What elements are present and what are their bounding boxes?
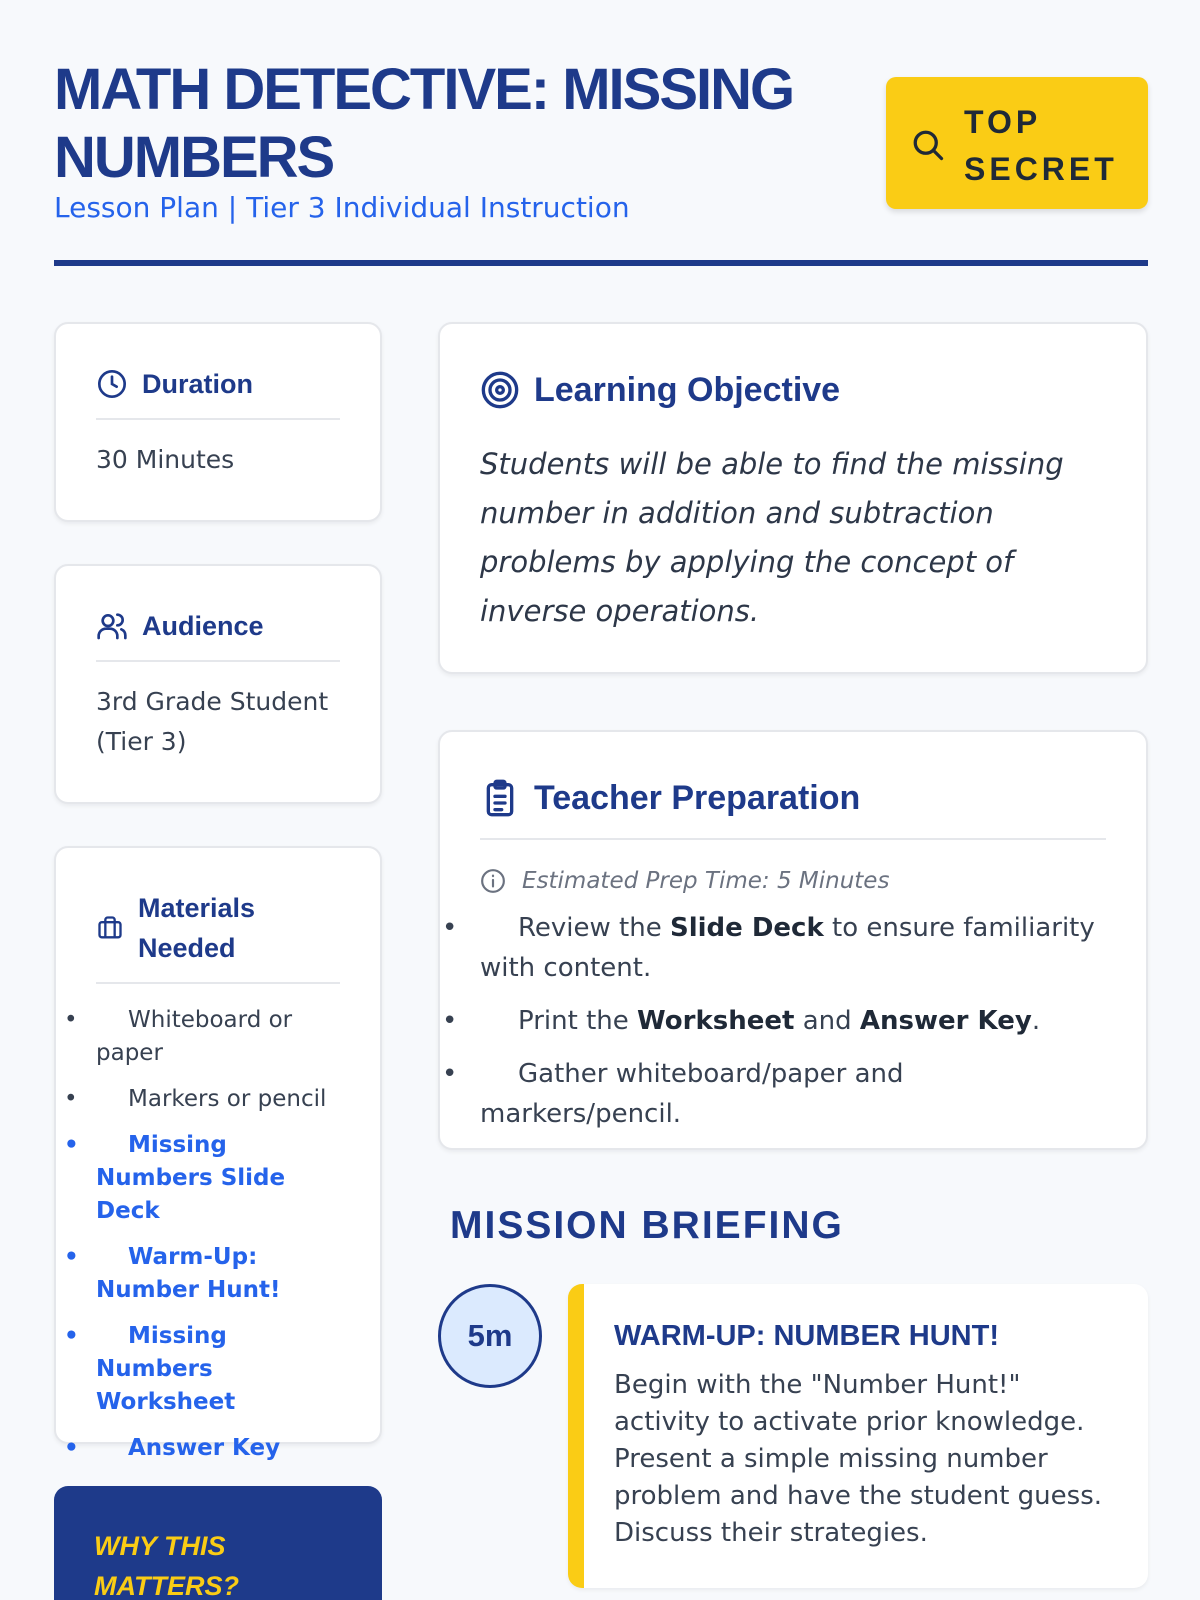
audience-card [54, 564, 382, 804]
prep-item: • Gather whiteboard/paper and markers/pencil. [480, 1054, 1106, 1134]
duration-heading: Duration [142, 369, 253, 399]
top-secret-badge [886, 77, 1148, 209]
step-title: WARM-UP: NUMBER HUNT! [614, 1320, 1000, 1352]
prep-header [480, 732, 1106, 820]
step-description: Begin with the "Number Hunt!" activity to activate prior knowledge. Present a simple missing number problem and have the student guess. Discuss their strategies. [614, 1370, 1103, 1548]
duration-value: 30 Minutes [96, 445, 235, 474]
briefcase-icon [96, 914, 124, 942]
page-subtitle: Lesson Plan | Tier 3 Individual Instruction [54, 191, 630, 224]
users-icon [96, 610, 128, 642]
mission-step-card [568, 1284, 1148, 1588]
teacher-prep-card [438, 730, 1148, 1150]
prep-heading: Teacher Preparation [534, 779, 861, 817]
prep-divider [480, 838, 1106, 840]
search-icon [910, 127, 946, 163]
prep-list [480, 908, 1106, 1134]
material-link-worksheet[interactable]: • Missing Numbers Worksheet [96, 1320, 340, 1419]
objective-card [438, 322, 1148, 674]
clipboard-icon [480, 778, 520, 818]
material-link-warm-up[interactable]: • Warm-Up: Number Hunt! [96, 1241, 340, 1307]
materials-header [96, 848, 340, 984]
objective-text: Students will be able to find the missing number in addition and subtraction problems by applying the concept of inverse operations. [480, 447, 1064, 628]
duration-card [54, 322, 382, 522]
material-link-answer-key[interactable]: • Answer Key [96, 1432, 340, 1465]
materials-heading: Materials Needed [138, 893, 256, 963]
prep-time [480, 868, 1106, 894]
objective-header [480, 324, 1106, 412]
audience-heading: Audience [142, 611, 264, 641]
prep-time-text: Estimated Prep Time: 5 Minutes [522, 868, 890, 894]
duration-header [96, 324, 340, 420]
material-item: • Markers or pencil [96, 1083, 340, 1116]
top-secret-label: TOP SECRET [964, 104, 1118, 187]
info-icon [480, 868, 506, 894]
header-divider [54, 260, 1148, 266]
prep-item: • Print the Worksheet and Answer Key. [480, 1001, 1106, 1041]
audience-header [96, 566, 340, 662]
page-header [54, 56, 1148, 268]
page-title: MATH DETECTIVE: MISSING NUMBERS [54, 57, 794, 190]
target-icon [480, 370, 520, 410]
lesson-plan-page [54, 0, 1148, 1600]
prep-item: • Review the Slide Deck to ensure familiarity with content. [480, 908, 1106, 988]
materials-card [54, 846, 382, 1461]
objective-heading: Learning Objective [534, 371, 841, 409]
materials-list [96, 984, 340, 1465]
material-item: • Whiteboard or paper [96, 1004, 340, 1070]
clock-icon [96, 368, 128, 400]
why-this-matters-card [54, 1486, 382, 1600]
step-time-badge: 5m [438, 1284, 542, 1388]
mission-briefing-heading: MISSION BRIEFING [450, 1204, 844, 1247]
material-link-slide-deck[interactable]: • Missing Numbers Slide Deck [96, 1129, 340, 1228]
audience-value: 3rd Grade Student (Tier 3) [96, 687, 329, 756]
why-heading: WHY THIS MATTERS? [94, 1531, 239, 1600]
